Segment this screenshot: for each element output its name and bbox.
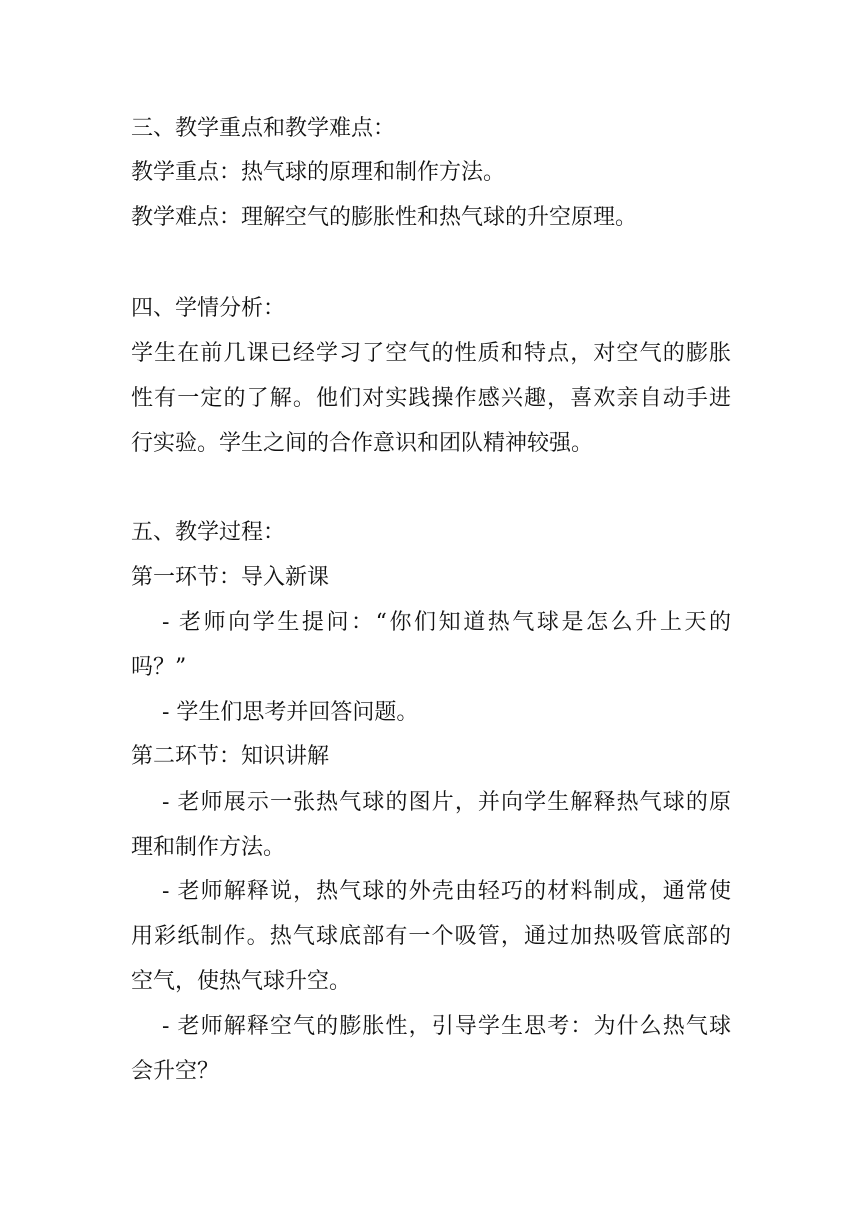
step-2-item-2-line-2: 用彩纸制作。热气球底部有一个吸管，通过加热吸管底部的	[131, 924, 731, 949]
step-2-item-2-line-1: - 老师解释说，热气球的外壳由轻巧的材料制成，通常使	[162, 879, 731, 904]
step-2-title: 第二环节：知识讲解	[131, 744, 330, 769]
step-2-item-1-line-2: 理和制作方法。	[131, 835, 286, 860]
analysis-line-3: 行实验。学生之间的合作意识和团队精神较强。	[131, 431, 594, 456]
step-1-item-1-line-2: 吗？”	[131, 655, 187, 680]
key-point-text: 教学重点：热气球的原理和制作方法。	[131, 160, 506, 185]
section-3-heading: 三、教学重点和教学难点：	[131, 116, 396, 141]
step-2-item-1-line-1: - 老师展示一张热气球的图片，并向学生解释热气球的原	[162, 790, 731, 815]
section-5-heading: 五、教学过程：	[131, 520, 286, 545]
step-2-item-3-line-1: - 老师解释空气的膨胀性，引导学生思考：为什么热气球	[162, 1014, 731, 1039]
analysis-line-1: 学生在前几课已经学习了空气的性质和特点，对空气的膨胀	[131, 341, 731, 366]
step-1-item-1-line-1: - 老师向学生提问：“你们知道热气球是怎么升上天的	[162, 610, 731, 635]
step-2-item-2-line-3: 空气，使热气球升空。	[131, 969, 352, 994]
step-1-item-2: - 学生们思考并回答问题。	[162, 700, 419, 725]
step-1-title: 第一环节：导入新课	[131, 565, 330, 590]
analysis-line-2: 性有一定的了解。他们对实践操作感兴趣，喜欢亲自动手进	[131, 386, 731, 411]
step-2-item-3-line-2: 会升空？	[131, 1059, 220, 1084]
section-4-heading: 四、学情分析：	[131, 296, 286, 321]
difficulty-text: 教学难点：理解空气的膨胀性和热气球的升空原理。	[131, 205, 638, 230]
